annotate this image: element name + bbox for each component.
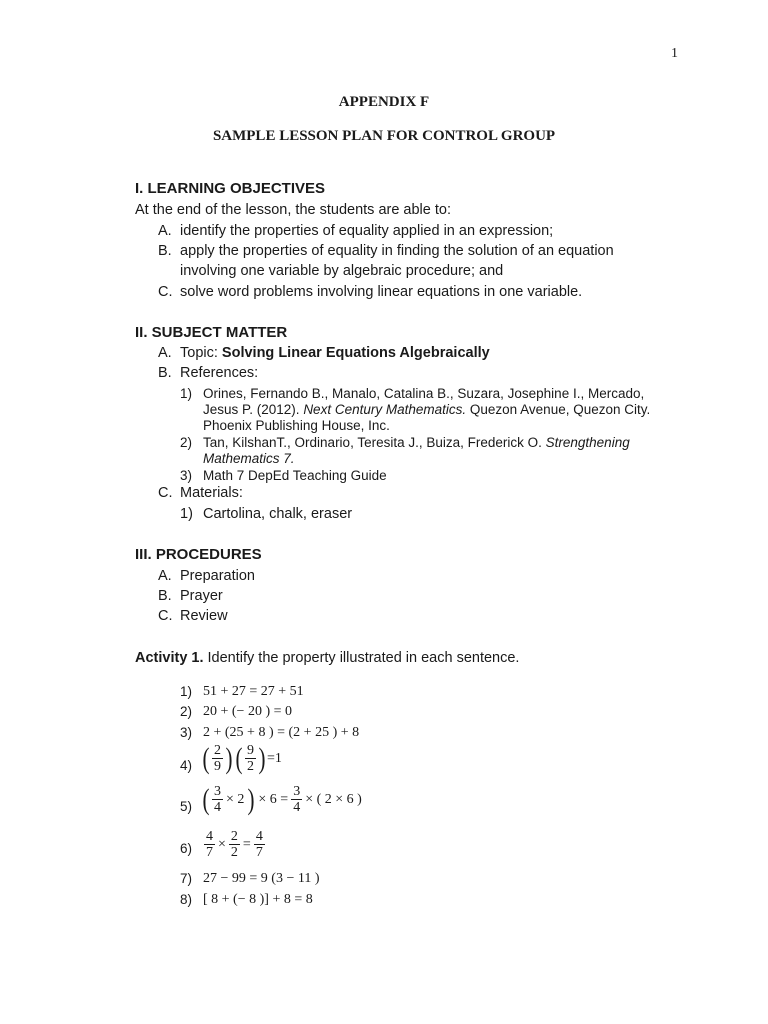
- equation-number: 6): [180, 841, 193, 856]
- objectives-intro: At the end of the lesson, the students are able to:: [135, 202, 451, 218]
- list-letter: A.: [158, 568, 172, 584]
- material-number: 1): [180, 506, 193, 522]
- list-text: Review: [180, 608, 228, 624]
- equation: $\frac{4}{7}$ × $\frac{2}{2}$ = $\frac{4}{7}$: [206, 829, 263, 860]
- equation-number: 7): [180, 871, 193, 886]
- document-title: SAMPLE LESSON PLAN FOR CONTROL GROUP: [212, 128, 556, 144]
- procedures-heading: III. PROCEDURES: [135, 546, 262, 563]
- list-letter: B.: [158, 243, 172, 259]
- equation: 51 + 27 = 27 + 51: [203, 684, 304, 699]
- reference-text-continued: Mathematics 7.: [203, 451, 295, 466]
- list-text: Preparation: [180, 568, 255, 584]
- list-letter: B.: [158, 588, 172, 604]
- list-text: solve word problems involving linear equations in one variable.: [180, 284, 583, 300]
- topic-value: Solving Linear Equations Algebraically: [221, 345, 490, 361]
- appendix-title: APPENDIX F: [338, 94, 430, 110]
- equation-number: 1): [180, 684, 193, 699]
- list-letter: A.: [158, 223, 172, 239]
- reference-text: Math 7 DepEd Teaching Guide: [203, 468, 387, 483]
- list-text: Prayer: [180, 588, 223, 604]
- reference-number: 3): [180, 468, 193, 483]
- activity-instruction: [135, 650, 519, 666]
- list-text: apply the properties of equality in finding the solution of an equation: [180, 243, 614, 259]
- material-text: Cartolina, chalk, eraser: [203, 506, 353, 522]
- list-text-continued: involving one variable by algebraic procedure; and: [180, 263, 504, 279]
- subject-heading: II. SUBJECT MATTER: [135, 324, 288, 341]
- equation-number: 4): [180, 758, 193, 773]
- reference-text-continued: Phoenix Publishing House, Inc.: [203, 418, 390, 433]
- reference-number: 2): [180, 435, 193, 450]
- list-letter: C.: [158, 485, 173, 501]
- references-label: References:: [180, 365, 259, 381]
- equation: ( $\frac{3}{4}$ × 2 ) × 6 = $\frac{3}{4}$ × ( 2 × 6 ): [202, 782, 362, 816]
- reference-number: 1): [180, 386, 193, 401]
- equation: ( $\frac{2}{9}$ ) ( $\frac{9}{2}$ ) =1: [202, 741, 282, 775]
- reference-text-continued: Jesus P. (2012). Next Century Mathematics. Quezon Avenue, Quezon City.: [203, 402, 651, 417]
- reference-text: Orines, Fernando B., Manalo, Catalina B., Suzara, Josephine I., Mercado,: [203, 386, 645, 401]
- list-letter: A.: [158, 345, 172, 361]
- activity-label: Activity 1.: [135, 650, 204, 666]
- list-letter: B.: [158, 365, 172, 381]
- list-text: identify the properties of equality applied in an expression;: [180, 223, 554, 239]
- equation: [ 8 + (− 8 )] + 8 = 8: [203, 892, 313, 907]
- equation-number: 2): [180, 704, 193, 719]
- activity-text: Identify the property illustrated in each sentence.: [203, 650, 520, 666]
- page-number: 1: [671, 46, 678, 61]
- objectives-heading: I. LEARNING OBJECTIVES: [135, 180, 326, 197]
- equation: 2 + (25 + 8 ) = (2 + 25 ) + 8: [203, 725, 360, 740]
- list-letter: C.: [158, 608, 173, 624]
- equation: 27 − 99 = 9 (3 − 11 ): [203, 871, 320, 886]
- list-letter: C.: [158, 284, 173, 300]
- equation-number: 8): [180, 892, 193, 907]
- equation-number: 3): [180, 725, 193, 740]
- materials-label: Materials:: [180, 485, 243, 501]
- equation: 20 + (− 20 ) = 0: [203, 704, 293, 719]
- topic-label: Topic:: [180, 345, 222, 361]
- equation-number: 5): [180, 799, 193, 814]
